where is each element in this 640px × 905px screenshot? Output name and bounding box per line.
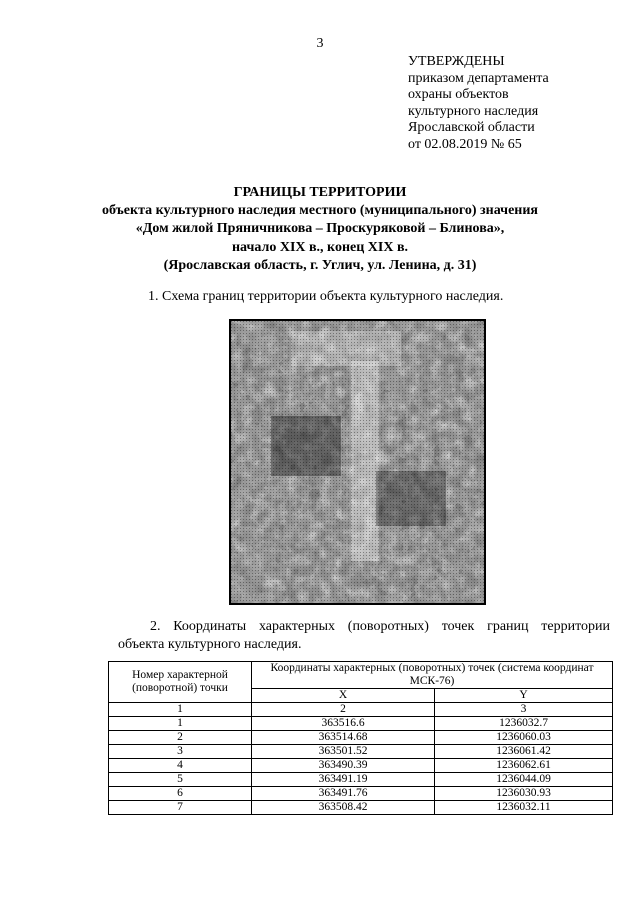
table-row bbox=[109, 731, 613, 745]
coord-x: 363490.39 bbox=[252, 759, 435, 773]
table-row bbox=[109, 717, 613, 731]
point-number: 1 bbox=[109, 717, 252, 731]
header-x: X bbox=[252, 689, 435, 703]
title-line: объекта культурного наследия местного (муниципального) значения bbox=[101, 203, 538, 219]
column-number: 2 bbox=[252, 703, 435, 717]
point-number: 7 bbox=[109, 801, 252, 815]
coord-y: 1236032.7 bbox=[435, 717, 613, 731]
table-row bbox=[109, 773, 613, 787]
approval-line: охраны объектов bbox=[408, 87, 509, 103]
title-line: (Ярославская область, г. Углич, ул. Ленина, д. 31) bbox=[163, 257, 477, 273]
table-row bbox=[109, 801, 613, 815]
section-2-line: объекта культурного наследия. bbox=[118, 637, 302, 652]
coord-y: 1236062.61 bbox=[435, 759, 613, 773]
coord-y: 1236030.93 bbox=[435, 787, 613, 801]
section-1-heading: 1. Схема границ территории объекта культурного наследия. bbox=[148, 289, 504, 304]
table-row bbox=[109, 745, 613, 759]
page-number: 3 bbox=[316, 36, 324, 51]
column-number: 1 bbox=[109, 703, 252, 717]
table-header-row bbox=[109, 662, 613, 689]
map-photo bbox=[231, 321, 484, 603]
point-number: 6 bbox=[109, 787, 252, 801]
section-2-heading bbox=[118, 618, 610, 654]
territory-map-image bbox=[229, 319, 486, 605]
point-number: 5 bbox=[109, 773, 252, 787]
coord-x: 363501.52 bbox=[252, 745, 435, 759]
coord-x: 363514.68 bbox=[252, 731, 435, 745]
header-coordinates: Координаты характерных (поворотных) точек (система координат МСК-76) bbox=[252, 662, 613, 689]
coord-x: 363491.76 bbox=[252, 787, 435, 801]
coord-y: 1236044.09 bbox=[435, 773, 613, 787]
title-line: ГРАНИЦЫ ТЕРРИТОРИИ bbox=[233, 185, 407, 200]
coord-y: 1236032.11 bbox=[435, 801, 613, 815]
table-column-number-row bbox=[109, 703, 613, 717]
coord-y: 1236060.03 bbox=[435, 731, 613, 745]
point-number: 4 bbox=[109, 759, 252, 773]
approval-line: Ярославской области bbox=[408, 120, 535, 136]
title-line: начало XIX в., конец XIX в. bbox=[231, 239, 409, 255]
coord-x: 363508.42 bbox=[252, 801, 435, 815]
column-number: 3 bbox=[435, 703, 613, 717]
coordinates-table bbox=[108, 661, 613, 815]
point-number: 3 bbox=[109, 745, 252, 759]
approval-line: культурного наследия bbox=[408, 103, 539, 119]
table-row bbox=[109, 759, 613, 773]
header-y: Y bbox=[435, 689, 613, 703]
coord-x: 363516.6 bbox=[252, 717, 435, 731]
table-row bbox=[109, 787, 613, 801]
approval-line: приказом департамента bbox=[408, 70, 549, 86]
document-title bbox=[0, 184, 640, 275]
approval-stamp bbox=[408, 54, 549, 154]
coord-x: 363491.19 bbox=[252, 773, 435, 787]
header-point-number: Номер характерной (поворотной) точки bbox=[109, 662, 252, 703]
point-number: 2 bbox=[109, 731, 252, 745]
approval-line: от 02.08.2019 № 65 bbox=[408, 136, 522, 152]
section-2-line: 2. Координаты характерных (поворотных) точек границ территории bbox=[150, 619, 610, 634]
approval-line: УТВЕРЖДЕНЫ bbox=[408, 54, 505, 69]
coord-y: 1236061.42 bbox=[435, 745, 613, 759]
title-line: «Дом жилой Пряничникова – Проскуряковой – Блинова», bbox=[135, 221, 505, 237]
